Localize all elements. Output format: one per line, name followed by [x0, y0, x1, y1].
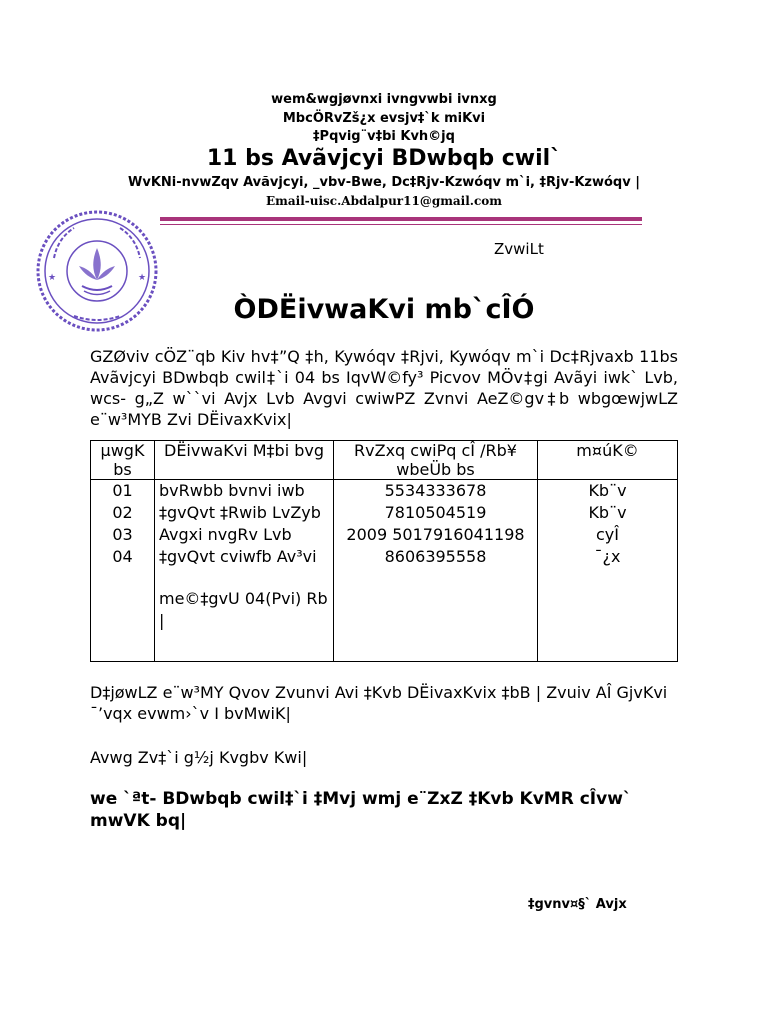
heirs-total: me©‡gvU 04(Pvi) Rb | [159, 589, 328, 630]
heir-id: 2009 5017916041198 [346, 525, 525, 544]
date-label: ZvwiLt [494, 240, 544, 258]
header-ministry: wem&wgjøvnxi ivngvwbi ivnxg [271, 92, 497, 107]
heir-relation: Kb¨v [588, 503, 627, 522]
header-chairman-office: ‡Pqvig¨v‡bi Kvh©jq [313, 129, 455, 144]
serial-cell [91, 480, 155, 662]
heirs-table [90, 440, 678, 662]
heir-id: 7810504519 [384, 503, 487, 522]
header-government: MbcÖRvZš¿x evsjv‡`k miKvi [282, 111, 486, 126]
col-name-header: DËivwaKvi M‡bi bvg [155, 441, 334, 480]
wish-paragraph: Avwg Zv‡`i g½j Kvgbv Kwi| [90, 748, 308, 767]
note-paragraph: we `ªt- BDwbqb cwil‡`i ‡Mvj wmj e¨ZxZ ‡Kvb KvMR cÎvw` mwVK bq| [90, 789, 632, 831]
header-divider-thick [160, 217, 642, 221]
intro-paragraph: GZØviv cÖZ¨qb Kiv hv‡”Q ‡h, Kywóqv ‡Rjvi, Kywóqv m`i Dc‡Rjvaxb 11bs Avãvjcyi BDwbqb cwil‡`i 04 bs IqvW©fy³ Picvov MÖv‡gi Avãyi iwk` Lvb, wcs- g„Z w``vi Avjx Lvb Avgvi cwiwPZ Zvnvi AeZ©gv‡b wbgœwjwLZ e¨w³MYB Zvi DËivaxKvix| [90, 347, 678, 429]
heir-name: ‡gvQvt cviwfb Av³vi [159, 547, 317, 566]
heir-id: 5534333678 [384, 481, 487, 500]
heir-id: 8606395558 [384, 547, 487, 566]
table-row [91, 480, 678, 662]
svg-text:★: ★ [48, 273, 57, 283]
id-cell [334, 480, 538, 662]
heir-relation: ¯¿x [594, 547, 621, 566]
name-cell [155, 480, 334, 662]
serial-value: 03 [112, 525, 133, 544]
heir-name: bvRwbb bvnvi iwb [159, 481, 305, 500]
col-id-header: RvZxq cwiPq cÎ /Rb¥ wbeÜb bs [334, 441, 538, 480]
signature-name: ‡gvnv¤§` Avjx [528, 897, 627, 912]
table-header-row [91, 441, 678, 480]
svg-text:★: ★ [138, 273, 147, 283]
col-relation-header: m¤úK© [538, 441, 678, 480]
serial-value: 02 [112, 503, 133, 522]
serial-value: 04 [112, 547, 133, 566]
heir-relation: Kb¨v [588, 481, 627, 500]
serial-value: 01 [112, 481, 133, 500]
heir-name: ‡gvQvt ‡Rwib LvZyb [159, 503, 321, 522]
office-name: 11 bs Avãvjcyi BDwbqb cwil` [206, 146, 562, 171]
office-address: WvKNi-nvwZqv Avãvjcyi, _vbv-Bwe, Dc‡Rjv-Kzwóqv m`i, ‡Rjv-Kzwóqv | [128, 175, 640, 190]
relation-cell [538, 480, 678, 662]
col-serial-header: µwgK bs [91, 441, 155, 480]
heir-name: Avgxi nvgRv Lvb [159, 525, 292, 544]
heir-relation: cyÎ [596, 525, 619, 544]
header-divider-thin [160, 224, 642, 225]
residence-paragraph: D‡jøwLZ e¨w³MY Qvov Zvunvi Avi ‡Kvb DËivaxKvix ‡bB | Zvuiv AÎ GjvKvi ¯’vqx evwm›`v I bvMwiK| [90, 683, 668, 723]
certificate-title: ÒDËivwaKvi mb`cÎÓ [233, 294, 535, 325]
office-email: Email-uisc.Abdalpur11@gmail.com [266, 194, 502, 208]
